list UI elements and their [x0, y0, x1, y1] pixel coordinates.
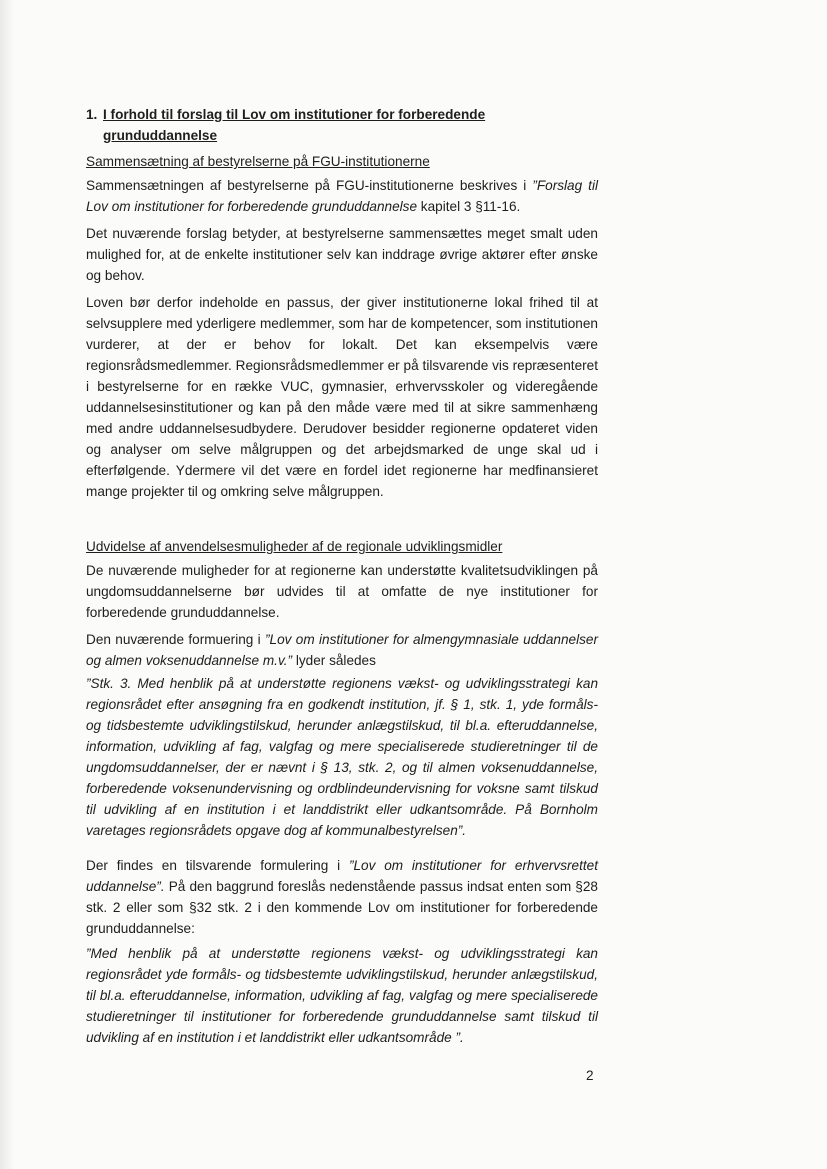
- paragraph-text: Sammensætningen af bestyrelserne på FGU-institutionerne beskrives i: [86, 178, 533, 193]
- law-reference: ”Lov om institutioner for almengymnasiale uddannelser og almen voksenuddannelse m.v.”: [86, 632, 598, 668]
- proposed-law-text: [86, 943, 598, 1048]
- section-heading: [86, 104, 598, 146]
- paragraph: De nuværende muligheder for at regionerne kan understøtte kvalitetsudviklingen på ungdomsuddannelserne bør udvides til at omfatte de nye institutioner for forberedende grunduddannelse.: [86, 563, 598, 620]
- paragraph: Loven bør derfor indeholde en passus, der giver institutionerne lokal frihed til at selvsupplere med yderligere medlemmer, som har de kompetencer, som institutionen vurderer, at der er behov for lokalt. Det kan eksempelvis være regionsrådsmedlemmer. Regionsrådsmedlemmer er på tilsvarende vis repræsenteret i bestyrelserne for en række VUC, gymnasier, erhvervsskoler og videregående uddannelsesinstitutioner og kan på den måde være med til at sikre sammenhæng med andre uddannelsesudbydere. Derudover besidder regionerne opdateret viden og analyser om selve målgruppen og det arbejdsmarked de unge skal ud i efterfølgende. Ydermere vil det være en fordel idet regionerne har medfinansieret mange projekter til og omkring selve målgruppen.: [86, 295, 598, 499]
- paragraph-text: På den baggrund foreslås nedenstående passus indsat enten som §28 stk. 2 eller som §32 stk. 2 i den kommende Lov om institutioner for forberedende grunduddannelse:: [86, 879, 598, 936]
- law-reference: ”Lov om institutioner for erhvervsrettet uddannelse”.: [86, 858, 598, 894]
- subsection-heading-development-funds: Udvidelse af anvendelsesmuligheder af de regionale udviklingsmidler: [86, 539, 503, 554]
- section-title: I forhold til forslag til Lov om institutioner for forberedende grunduddannelse: [103, 107, 486, 143]
- page-number: 2: [586, 1068, 594, 1083]
- paragraph-text: kapitel 3 §11-16.: [417, 199, 521, 214]
- scan-edge: [0, 0, 14, 1169]
- paragraph: [86, 629, 598, 671]
- subsection-heading-board-composition: Sammensætning af bestyrelserne på FGU-institutionerne: [86, 154, 430, 169]
- paragraph: [86, 855, 598, 939]
- quote-text: ”Stk. 3. Med henblik på at understøtte regionens vækst- og udviklingsstrategi kan regionsrådet efter ansøgning fra en godkendt institution, jf. § 1, stk. 1, yde formåls- og tidsbestemte udviklingstilskud, herunder anlægstilskud, til bl.a. efteruddannelse, information, udvikling af fag, valgfag og mere specialiserede studieretninger til de ungdomsuddannelser, der er nævnt i § 13, stk. 2, og til almen voksenuddannelse, forberedende voksenundervisning og ordblindeundervisning for voksne samt tilskud til udvikling af en institution i et landdistrikt eller udkantsområde. På Bornholm varetages regionsrådets opgave dog af kommunalbestyrelsen”.: [86, 676, 598, 838]
- document-body: [86, 104, 598, 1054]
- section-number: 1.: [86, 107, 98, 122]
- paragraph-text: Der findes en tilsvarende formulering i: [86, 858, 349, 873]
- paragraph-text: lyder således: [292, 653, 376, 668]
- paragraph: Det nuværende forslag betyder, at bestyrelserne sammensættes meget smalt uden mulighed for, at de enkelte institutioner selv kan inddrage øvrige aktører efter ønske og behov.: [86, 226, 598, 283]
- paragraph: [86, 175, 598, 217]
- quote-text: ”Med henblik på at understøtte regionens vækst- og udviklingsstrategi kan regionsrådet yde formåls- og tidsbestemte udviklingstilskud, herunder anlægstilskud, til bl.a. efteruddannelse, information, udvikling af fag, valgfag og mere specialiserede studieretninger til institutioner for forberedende grunduddannelse samt tilskud til udvikling af en institution i et landdistrikt eller udkantsområde ”.: [86, 946, 598, 1045]
- paragraph-text: Den nuværende formuering i: [86, 632, 266, 647]
- quoted-law-text: [86, 673, 598, 841]
- law-reference: ”Forslag til Lov om institutioner for forberedende grunduddannelse: [86, 178, 598, 214]
